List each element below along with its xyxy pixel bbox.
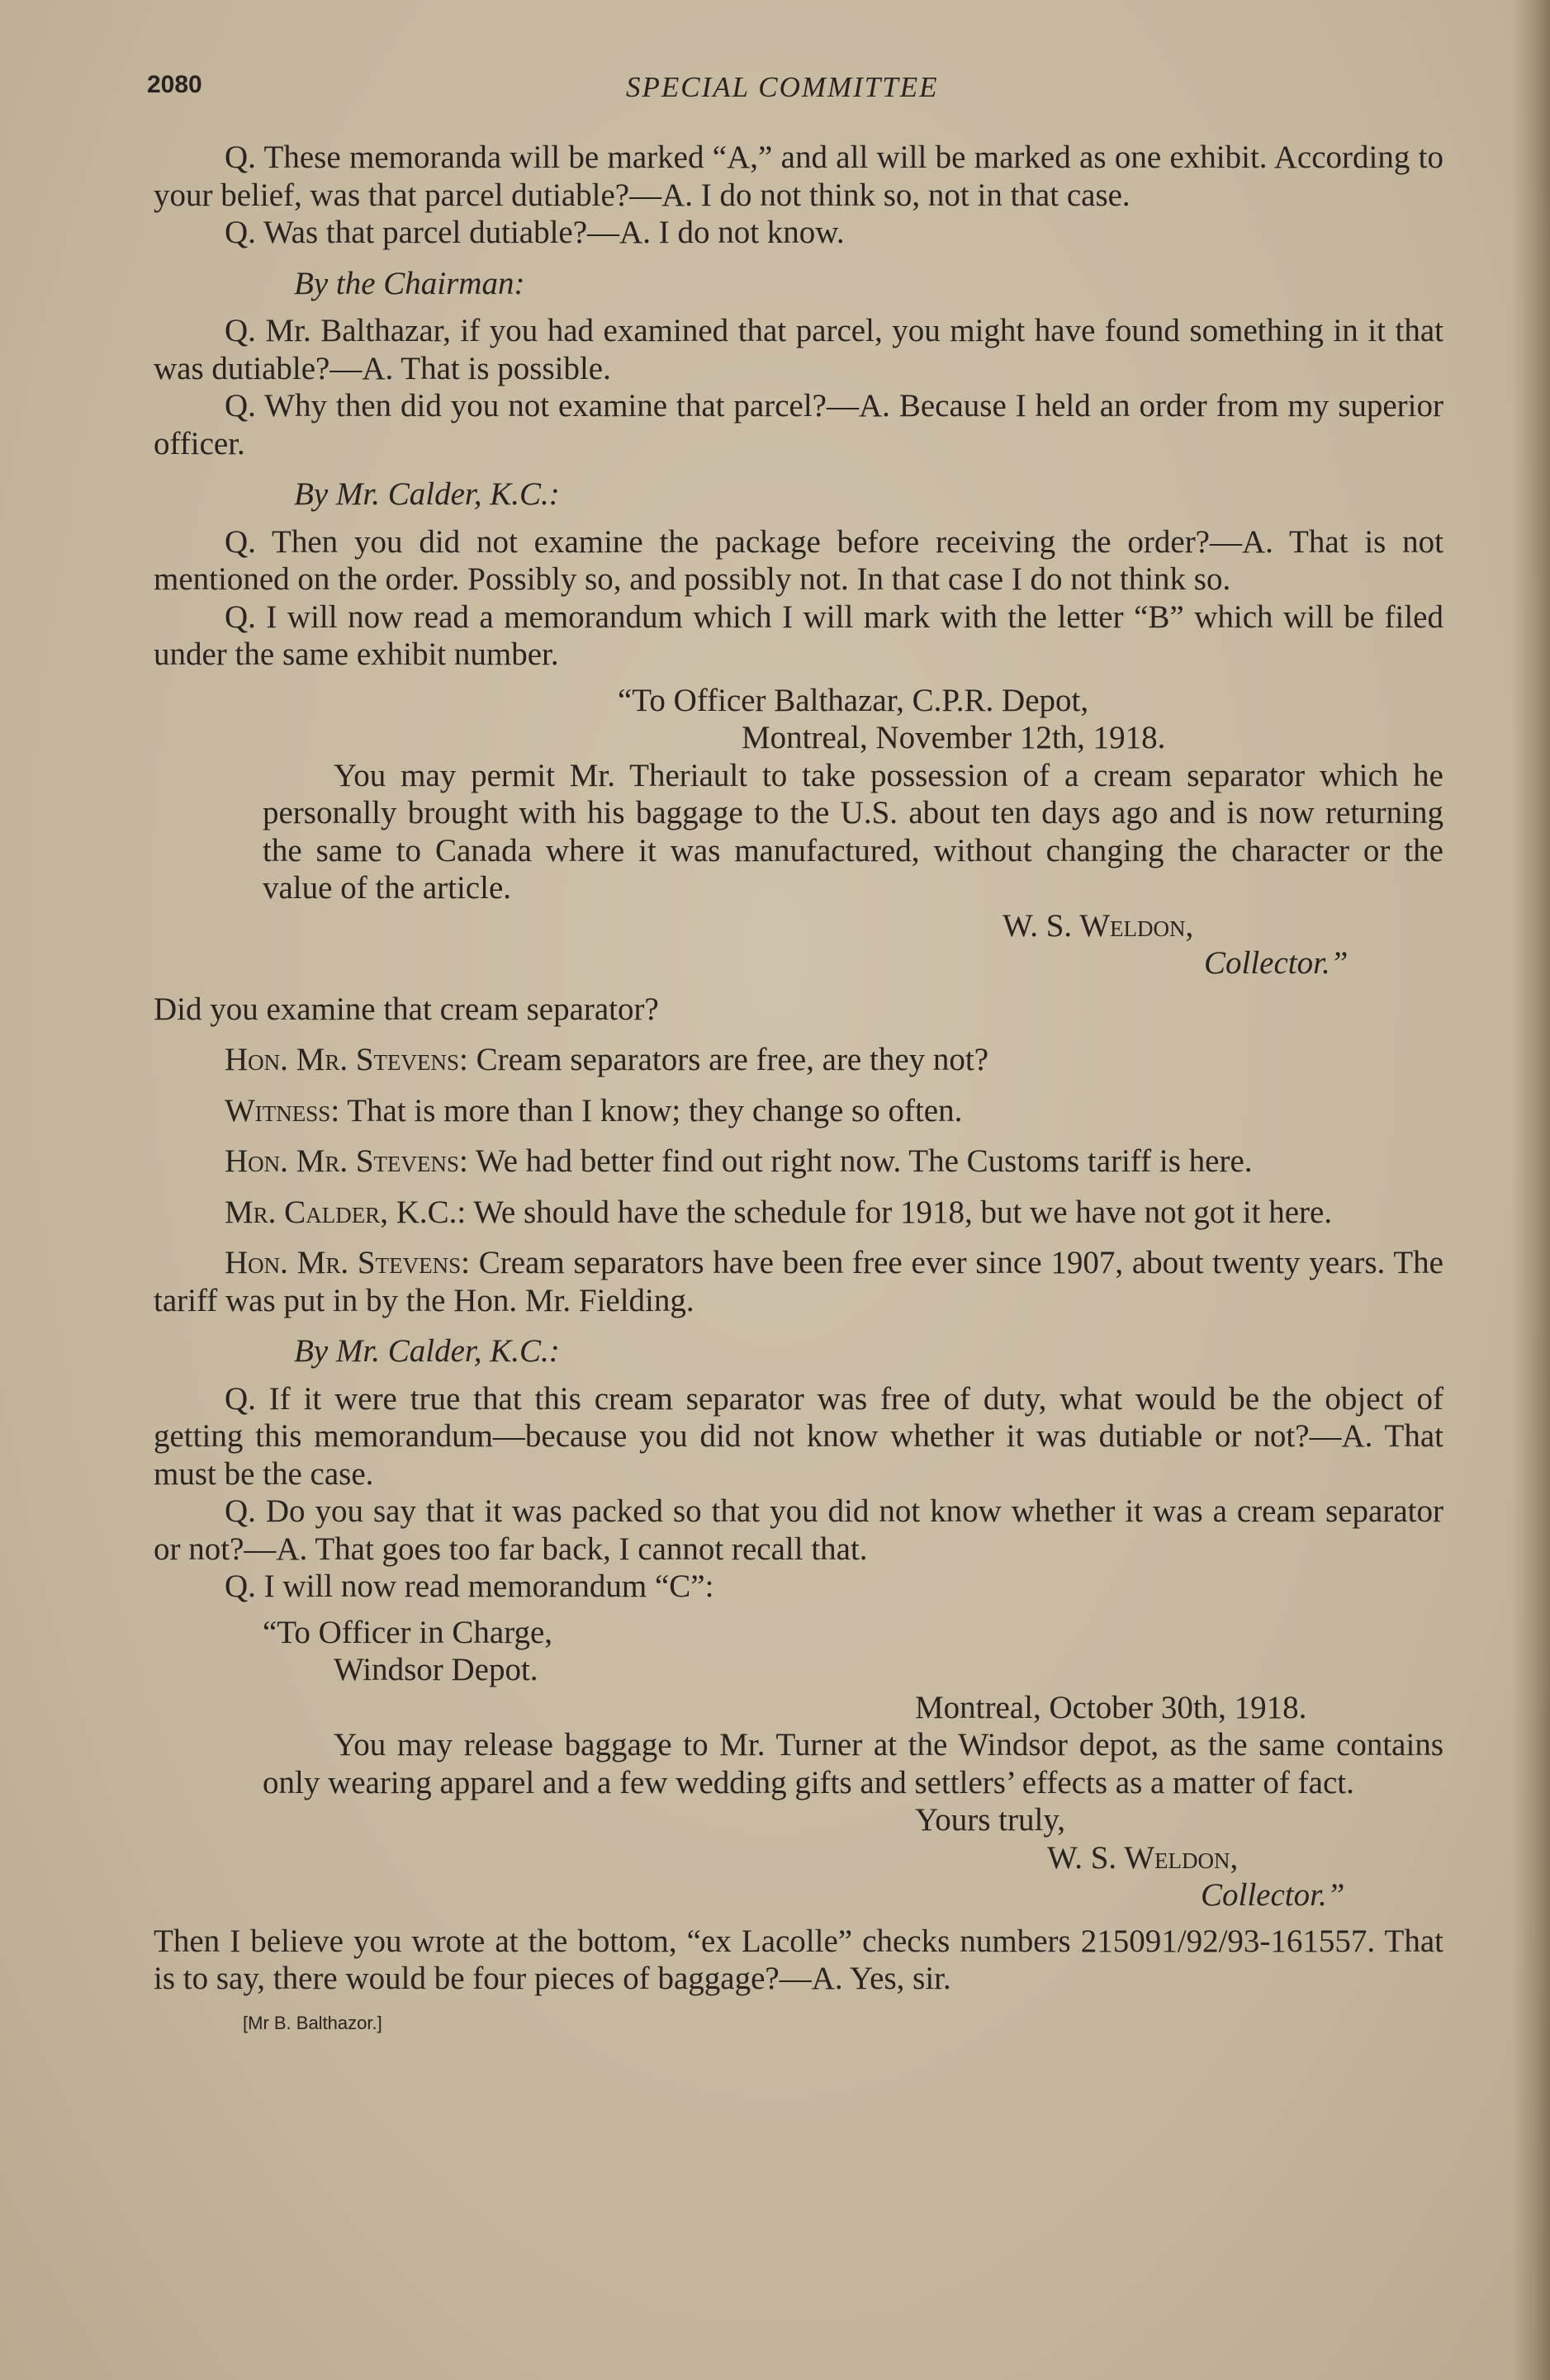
page-number: 2080 xyxy=(147,71,202,98)
speaker-name: Hon. Mr. Stevens: xyxy=(225,1143,468,1179)
letter-address: “To Officer Balthazar, C.P.R. Depot, xyxy=(618,682,1089,718)
letter-recipient: “To Officer in Charge, xyxy=(263,1614,553,1650)
question-paragraph: Q. Mr. Balthazar, if you had examined that parcel, you might have found something in it that was dutiable?—A. That is possible. xyxy=(154,313,1443,386)
question-paragraph: Q. Was that parcel dutiable?—A. I do not know. xyxy=(225,215,845,250)
dialogue-line xyxy=(154,1143,1443,1181)
speech-text: Cream separators have been free ever since 1907, about twenty years. The tariff was put in by the Hon. Mr. Fielding. xyxy=(154,1245,1443,1318)
question-paragraph: Q. These memoranda will be marked “A,” and all will be marked as one exhibit. According to your belief, was that parcel dutiable?—A. I do not think so, not in that case. xyxy=(154,140,1443,213)
question-paragraph: Q. Then you did not examine the package before receiving the order?—A. That is not mentioned on the order. Possibly so, and possibly not. In that case I do not think so. xyxy=(154,523,1443,597)
speech-text: We had better find out right now. The Customs tariff is here. xyxy=(467,1143,1253,1179)
dialogue-line xyxy=(154,1041,1443,1079)
letter-signer-title: Collector.” xyxy=(1201,1877,1345,1913)
dialogue-line xyxy=(154,1092,1443,1130)
speech-text: Cream separators are free, are they not? xyxy=(467,1042,989,1077)
speech-text: We should have the schedule for 1918, but we have not got it here. xyxy=(466,1194,1333,1230)
dialogue-line xyxy=(154,1244,1443,1319)
dialogue-line xyxy=(154,1194,1443,1232)
running-header xyxy=(147,71,1443,112)
question-paragraph: Q. I will now read memorandum “C”: xyxy=(225,1569,714,1604)
letter-body: You may release baggage to Mr. Turner at the Windsor depot, as the same contains only wearing apparel and a few wedding gifts and settlers’ effects as a matter of fact. xyxy=(263,1727,1443,1800)
examiner-heading: By Mr. Calder, K.C.: xyxy=(294,1333,560,1369)
letter-signer-title: Collector.” xyxy=(1204,945,1349,981)
question-paragraph: Q. Why then did you not examine that parcel?—A. Because I held an order from my superior officer. xyxy=(154,388,1443,461)
memorandum-c xyxy=(263,1614,1443,1914)
speaker-name: Mr. Calder, K.C.: xyxy=(225,1194,467,1230)
letter-date: Montreal, November 12th, 1918. xyxy=(742,720,1166,755)
running-title: SPECIAL COMMITTEE xyxy=(626,71,939,103)
letter-recipient-location: Windsor Depot. xyxy=(334,1652,538,1687)
letter-closing: Yours truly, xyxy=(915,1802,1066,1838)
letter-date: Montreal, October 30th, 1918. xyxy=(915,1689,1307,1725)
speech-text: That is more than I know; they change so often. xyxy=(339,1092,963,1128)
question-paragraph: Q. I will now read a memorandum which I will mark with the letter “B” which will be filed under the same exhibit number. xyxy=(154,599,1443,672)
letter-signature: W. S. Weldon, xyxy=(1047,1839,1239,1876)
speaker-name: Witness: xyxy=(225,1092,340,1128)
letter-signature: W. S. Weldon, xyxy=(1003,907,1194,944)
memorandum-b xyxy=(263,682,1443,982)
speaker-name: Hon. Mr. Stevens: xyxy=(225,1245,470,1280)
witness-footnote: [Mr B. Balthazor.] xyxy=(243,2012,382,2033)
question-paragraph: Then I believe you wrote at the bottom, “ex Lacolle” checks numbers 215091/92/93-161557. That is to say, there would be four pieces of baggage?—A. Yes, sir. xyxy=(154,1923,1443,1996)
examiner-heading: By the Chairman: xyxy=(294,265,525,301)
transcript-body xyxy=(154,139,1443,2042)
question-paragraph: Q. If it were true that this cream separator was free of duty, what would be the object of getting this memorandum—because you did not know whether it was dutiable or not?—A. That must be the case. xyxy=(154,1380,1443,1492)
page-edge-shadow xyxy=(1512,0,1550,2380)
question-paragraph: Q. Do you say that it was packed so that you did not know whether it was a cream separator or not?—A. That goes too far back, I cannot recall that. xyxy=(154,1493,1443,1567)
examiner-heading: By Mr. Calder, K.C.: xyxy=(294,476,560,512)
letter-body: You may permit Mr. Theriault to take possession of a cream separator which he personally brought with his baggage to the U.S. about ten days ago and is now returning the same to Canada where it was manufactured, without changing the character or the value of the article. xyxy=(263,757,1443,906)
speaker-name: Hon. Mr. Stevens: xyxy=(225,1042,468,1077)
question-paragraph: Did you examine that cream separator? xyxy=(154,991,659,1027)
